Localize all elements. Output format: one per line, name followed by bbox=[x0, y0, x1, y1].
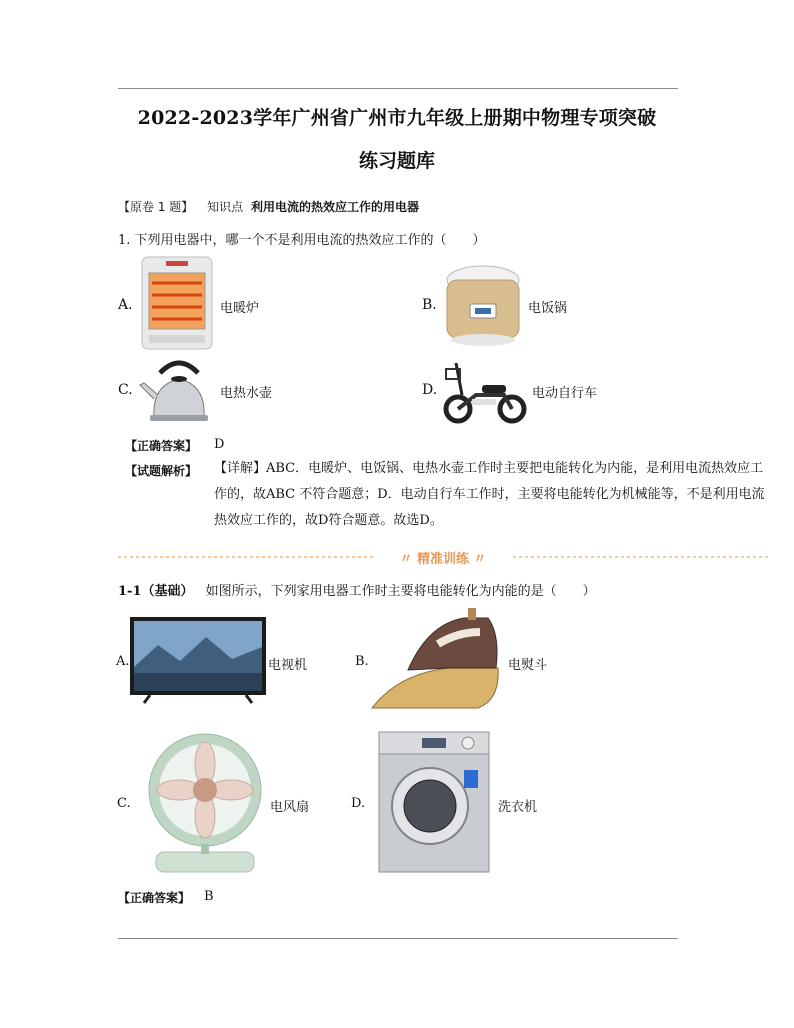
e-bike-icon bbox=[442, 355, 528, 425]
q2-option-c-text: 电风扇 bbox=[270, 800, 310, 815]
washing-machine-icon bbox=[376, 730, 492, 876]
q1-option-b-text: 电饭锅 bbox=[528, 301, 568, 316]
top-rule bbox=[118, 88, 678, 89]
page-title-line1: 2022-2023学年广州省广州市九年级上册期中物理专项突破 bbox=[137, 107, 657, 129]
kettle-icon bbox=[138, 355, 220, 425]
q2-stem: 如图所示，下列家用电器工作时主要将电能转化为内能的是（ ） bbox=[205, 584, 596, 599]
page-title-line2: 练习题库 bbox=[358, 150, 435, 172]
rice-cooker-icon bbox=[442, 260, 524, 350]
q2-option-d-text: 洗衣机 bbox=[498, 800, 538, 815]
q1-option-d-text: 电动自行车 bbox=[532, 386, 598, 401]
q1-analysis-label: 【试题解析】 bbox=[125, 464, 198, 478]
bottom-rule bbox=[118, 938, 678, 939]
q2-tag: 1-1（基础） bbox=[118, 584, 194, 599]
q1-option-a-letter[interactable]: A. bbox=[118, 297, 133, 313]
q2-option-b-text: 电熨斗 bbox=[508, 658, 548, 673]
q1-option-c-letter[interactable]: C. bbox=[118, 382, 133, 398]
q2-option-b-letter[interactable]: B. bbox=[355, 654, 369, 669]
section-banner bbox=[118, 549, 768, 565]
q1-tag: 【原卷 1 题】 知识点 利用电流的热效应工作的用电器 bbox=[118, 200, 419, 214]
q2-option-d-letter[interactable]: D. bbox=[351, 796, 366, 811]
q1-analysis: 【详解】ABC．电暖炉、电饭锅、电热水壶工作时主要把电能转化为内能，是利用电流热效应工作的，故ABC 不符合题意；D．电动自行车工作时，主要将电能转化为机械能等，不是利用电流热效应工作的，故D符合题意。故选D。 bbox=[214, 461, 765, 528]
fan-icon bbox=[144, 730, 266, 876]
heater-icon bbox=[138, 255, 216, 353]
q2-option-c-letter[interactable]: C. bbox=[117, 796, 131, 811]
q1-answer-label: 【正确答案】 bbox=[125, 439, 198, 453]
q1-answer: D bbox=[214, 437, 225, 452]
q2-option-a-text: 电视机 bbox=[268, 658, 308, 673]
q1-option-a-text: 电暖炉 bbox=[220, 301, 260, 316]
q2-answer-label: 【正确答案】 bbox=[118, 891, 191, 905]
q1-option-b-letter[interactable]: B. bbox=[422, 297, 437, 313]
tv-icon bbox=[128, 615, 268, 705]
q1-option-d-letter[interactable]: D. bbox=[422, 382, 438, 398]
q2-stem-row bbox=[118, 580, 596, 599]
iron-icon bbox=[368, 604, 506, 718]
q1-stem: 1. 下列用电器中，哪一个不是利用电流的热效应工作的（ ） bbox=[118, 233, 486, 248]
q2-option-a-letter[interactable]: A. bbox=[116, 654, 130, 669]
q2-answer: B bbox=[204, 889, 214, 904]
section-banner-title: 〃 精准训练 〃 bbox=[399, 552, 487, 567]
q1-option-c-text: 电热水壶 bbox=[220, 386, 273, 401]
